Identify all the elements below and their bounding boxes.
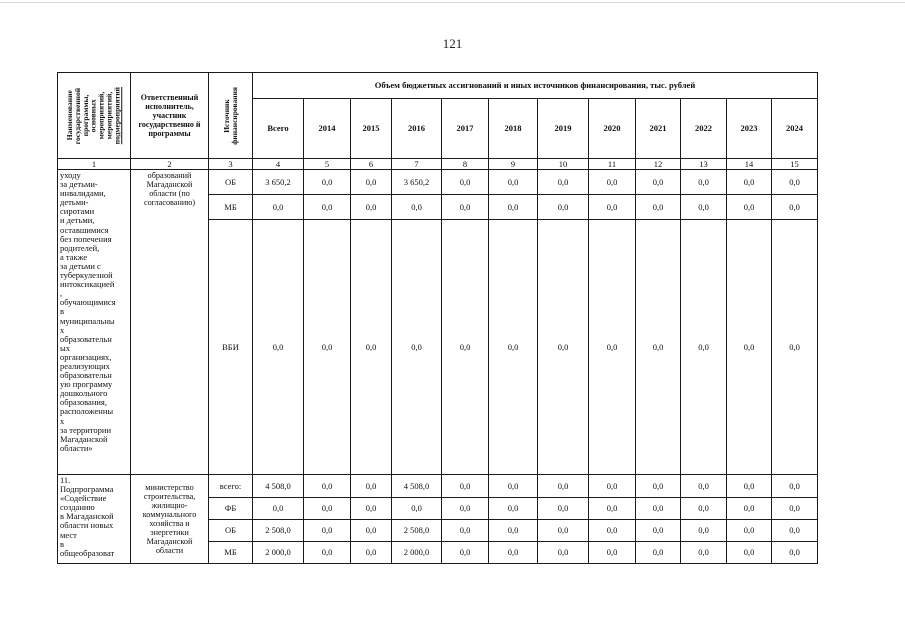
value-cell: 0,0	[727, 520, 772, 542]
value-cell: 0,0	[489, 542, 538, 564]
header-year: 2014	[304, 99, 351, 159]
source-cell: ФБ	[209, 498, 253, 520]
value-cell: 0,0	[589, 542, 636, 564]
table-row	[58, 170, 818, 195]
value-cell: 0,0	[538, 520, 589, 542]
value-cell: 0,0	[489, 475, 538, 498]
value-cell: 0,0	[772, 170, 818, 195]
header-year: 2021	[636, 99, 681, 159]
value-cell: 0,0	[489, 170, 538, 195]
column-number: 6	[351, 159, 392, 170]
value-cell: 0,0	[538, 542, 589, 564]
value-cell: 2 508,0	[392, 520, 442, 542]
total-cell: 4 508,0	[253, 475, 304, 498]
value-cell: 0,0	[351, 220, 392, 475]
header-source-cell	[209, 73, 253, 159]
value-cell: 0,0	[489, 220, 538, 475]
value-cell: 0,0	[727, 542, 772, 564]
value-cell: 0,0	[538, 170, 589, 195]
column-number: 10	[538, 159, 589, 170]
source-cell: ОБ	[209, 170, 253, 195]
value-cell: 0,0	[442, 498, 489, 520]
value-cell: 0,0	[442, 542, 489, 564]
value-cell: 0,0	[727, 220, 772, 475]
value-cell: 0,0	[636, 220, 681, 475]
value-cell: 0,0	[304, 475, 351, 498]
column-number: 15	[772, 159, 818, 170]
total-cell: 2 000,0	[253, 542, 304, 564]
value-cell: 0,0	[538, 220, 589, 475]
value-cell: 0,0	[304, 542, 351, 564]
total-cell: 2 508,0	[253, 520, 304, 542]
source-cell: ОБ	[209, 520, 253, 542]
header-year: 2018	[489, 99, 538, 159]
value-cell: 0,0	[589, 170, 636, 195]
value-cell: 2 000,0	[392, 542, 442, 564]
value-cell: 0,0	[351, 498, 392, 520]
value-cell: 0,0	[727, 475, 772, 498]
value-cell: 0,0	[442, 220, 489, 475]
header-year: 2019	[538, 99, 589, 159]
value-cell: 0,0	[589, 195, 636, 220]
header-source-text: Источник финансирования	[221, 86, 239, 145]
header-responsible: Ответственный исполнитель, участник государственно й программы	[131, 73, 209, 159]
column-number: 2	[131, 159, 209, 170]
value-cell: 0,0	[589, 475, 636, 498]
value-cell: 0,0	[392, 195, 442, 220]
column-number: 9	[489, 159, 538, 170]
value-cell: 0,0	[681, 542, 727, 564]
responsible-name: министерство строительства, жилищно- коммунального хозяйства и энергетики Магаданской области	[142, 482, 197, 556]
value-cell: 0,0	[351, 195, 392, 220]
column-number: 7	[392, 159, 442, 170]
value-cell: 0,0	[681, 475, 727, 498]
value-cell: 0,0	[681, 170, 727, 195]
header-year: 2015	[351, 99, 392, 159]
column-number: 3	[209, 159, 253, 170]
value-cell: 0,0	[772, 475, 818, 498]
total-cell: 3 650,2	[253, 170, 304, 195]
value-cell: 0,0	[772, 220, 818, 475]
value-cell: 0,0	[772, 195, 818, 220]
value-cell: 4 508,0	[392, 475, 442, 498]
source-cell: всего:	[209, 475, 253, 498]
value-cell: 0,0	[442, 170, 489, 195]
value-cell: 0,0	[304, 195, 351, 220]
header-total: Всего	[253, 99, 304, 159]
subprogram-name-cell	[58, 475, 131, 564]
value-cell: 0,0	[772, 520, 818, 542]
column-number: 1	[58, 159, 131, 170]
value-cell: 0,0	[636, 195, 681, 220]
program-name: уходу за детьми- инвалидами, детьми- сиротами и детьми, оставшимися без попечения родителей, а также за детьми с туберкулезной интоксикацией , обучающимися в муниципальны х образовательн ых организациях, реализующих образовательн ую программу дошкольного образования, расположенны х за территории Магаданской области»	[60, 170, 116, 453]
column-number: 13	[681, 159, 727, 170]
column-number: 14	[727, 159, 772, 170]
value-cell: 0,0	[538, 475, 589, 498]
responsible-cell	[131, 475, 209, 564]
total-cell: 0,0	[253, 498, 304, 520]
value-cell: 0,0	[681, 520, 727, 542]
value-cell: 0,0	[589, 520, 636, 542]
value-cell: 0,0	[727, 195, 772, 220]
value-cell: 0,0	[636, 170, 681, 195]
source-cell: МБ	[209, 542, 253, 564]
budget-table	[57, 72, 818, 564]
value-cell: 0,0	[489, 195, 538, 220]
table-row	[58, 475, 818, 498]
header-year: 2022	[681, 99, 727, 159]
total-cell: 0,0	[253, 220, 304, 475]
value-cell: 0,0	[727, 498, 772, 520]
column-number: 12	[636, 159, 681, 170]
column-number: 11	[589, 159, 636, 170]
header-year: 2020	[589, 99, 636, 159]
program-name-cell	[58, 170, 131, 475]
value-cell: 0,0	[589, 220, 636, 475]
value-cell: 0,0	[351, 475, 392, 498]
value-cell: 0,0	[681, 195, 727, 220]
value-cell: 0,0	[681, 220, 727, 475]
value-cell: 0,0	[772, 498, 818, 520]
value-cell: 0,0	[442, 520, 489, 542]
value-cell: 0,0	[304, 220, 351, 475]
value-cell: 0,0	[681, 498, 727, 520]
value-cell: 0,0	[772, 542, 818, 564]
column-number: 8	[442, 159, 489, 170]
header-year: 2017	[442, 99, 489, 159]
subprogram-name: 11. Подпрограмма «Содействие созданию в Магаданской области новых мест в общеобразоват	[60, 475, 115, 558]
header-volume: Объем бюджетных ассигнований и иных источников финансирования, тыс. рублей	[253, 73, 818, 99]
value-cell: 0,0	[351, 542, 392, 564]
value-cell: 0,0	[489, 520, 538, 542]
header-year: 2016	[392, 99, 442, 159]
total-cell: 0,0	[253, 195, 304, 220]
column-number: 5	[304, 159, 351, 170]
value-cell: 0,0	[727, 170, 772, 195]
value-cell: 0,0	[636, 498, 681, 520]
value-cell: 0,0	[392, 498, 442, 520]
responsible-cell	[131, 170, 209, 475]
value-cell: 0,0	[636, 475, 681, 498]
value-cell: 0,0	[538, 498, 589, 520]
header-name-text: Наименование государственной программы, основных мероприятий, мероприятий, подмероприятий	[65, 86, 122, 145]
responsible-name: образований Магаданской области (по согласованию)	[143, 171, 196, 208]
value-cell: 0,0	[392, 220, 442, 475]
value-cell: 0,0	[589, 498, 636, 520]
value-cell: 0,0	[442, 475, 489, 498]
column-number-row	[58, 159, 818, 170]
value-cell: 0,0	[304, 498, 351, 520]
value-cell: 0,0	[304, 520, 351, 542]
value-cell: 0,0	[636, 542, 681, 564]
scan-top-rule	[0, 2, 905, 3]
column-number: 4	[253, 159, 304, 170]
value-cell: 0,0	[442, 195, 489, 220]
source-cell: ВБИ	[209, 220, 253, 475]
value-cell: 3 650,2	[392, 170, 442, 195]
value-cell: 0,0	[489, 498, 538, 520]
header-year: 2023	[727, 99, 772, 159]
value-cell: 0,0	[538, 195, 589, 220]
source-cell: МБ	[209, 195, 253, 220]
page-number: 121	[442, 36, 463, 51]
value-cell: 0,0	[636, 520, 681, 542]
header-name-cell	[58, 73, 131, 159]
header-year: 2024	[772, 99, 818, 159]
value-cell: 0,0	[351, 520, 392, 542]
value-cell: 0,0	[351, 170, 392, 195]
value-cell: 0,0	[304, 170, 351, 195]
